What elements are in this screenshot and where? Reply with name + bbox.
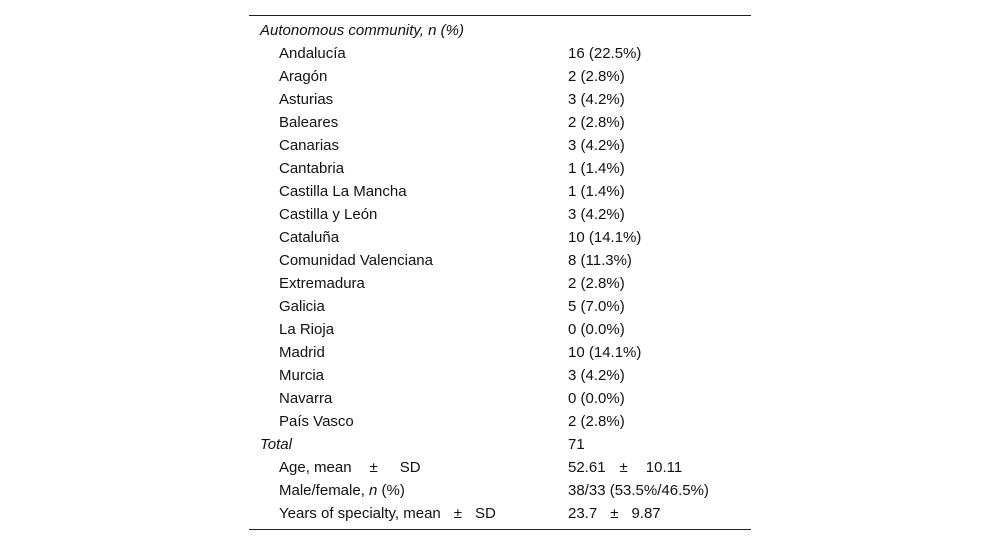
header-n: n xyxy=(428,22,437,39)
age-row xyxy=(249,456,751,479)
community-value: 3 (4.2%) xyxy=(568,137,625,154)
header-pct: (%) xyxy=(436,22,464,39)
header-title: Autonomous community, xyxy=(260,22,429,39)
specialty-label-text: Years of specialty, mean xyxy=(279,505,441,522)
plus-minus-symbol: ± xyxy=(369,459,378,476)
community-value: 5 (7.0%) xyxy=(568,298,625,315)
plus-minus-symbol: ± xyxy=(453,505,462,522)
community-name: Canarias xyxy=(279,137,340,154)
community-name: País Vasco xyxy=(279,413,354,430)
age-sd: 10.11 xyxy=(645,459,683,476)
age-mean: 52.61 xyxy=(568,459,606,476)
sex-row xyxy=(249,479,751,502)
plus-minus-symbol: ± xyxy=(610,505,619,522)
community-name: Aragón xyxy=(279,68,328,85)
community-value: 3 (4.2%) xyxy=(568,367,625,384)
community-value: 1 (1.4%) xyxy=(568,160,625,177)
community-value: 3 (4.2%) xyxy=(568,91,625,108)
total-label: Total xyxy=(260,436,292,453)
specialty-sd: 9.87 xyxy=(631,505,661,522)
community-name: Cantabria xyxy=(279,160,345,177)
community-value: 8 (11.3%) xyxy=(568,252,632,269)
sex-label-n: n xyxy=(369,482,378,499)
specialty-value xyxy=(568,502,661,525)
community-value: 2 (2.8%) xyxy=(568,275,625,292)
community-value: 2 (2.8%) xyxy=(568,413,625,430)
community-name: Murcia xyxy=(279,367,325,384)
community-row xyxy=(249,42,751,65)
total-value: 71 xyxy=(568,436,585,453)
specialty-mean: 23.7 xyxy=(568,505,598,522)
community-name: Navarra xyxy=(279,390,333,407)
community-row xyxy=(249,134,751,157)
community-row xyxy=(249,295,751,318)
community-name: Baleares xyxy=(279,114,339,131)
specialty-label xyxy=(279,502,496,525)
community-row xyxy=(249,318,751,341)
age-label-text: Age, mean xyxy=(279,459,352,476)
community-value: 0 (0.0%) xyxy=(568,321,625,338)
community-value: 0 (0.0%) xyxy=(568,390,625,407)
community-name: La Rioja xyxy=(279,321,335,338)
sd-label: SD xyxy=(475,505,496,522)
community-name: Castilla La Mancha xyxy=(279,183,407,200)
community-row xyxy=(249,272,751,295)
sex-label-post: (%) xyxy=(377,482,405,499)
community-value: 2 (2.8%) xyxy=(568,114,625,131)
plus-minus-symbol: ± xyxy=(619,459,628,476)
header-label xyxy=(260,19,464,42)
community-row xyxy=(249,364,751,387)
sd-label: SD xyxy=(399,459,421,476)
community-name: Extremadura xyxy=(279,275,365,292)
community-value: 10 (14.1%) xyxy=(568,344,642,361)
community-row xyxy=(249,341,751,364)
community-name: Galicia xyxy=(279,298,325,315)
community-row xyxy=(249,410,751,433)
community-value: 3 (4.2%) xyxy=(568,206,625,223)
community-row xyxy=(249,226,751,249)
sex-label xyxy=(279,479,405,502)
community-name: Cataluña xyxy=(279,229,340,246)
community-value: 10 (14.1%) xyxy=(568,229,642,246)
community-row xyxy=(249,65,751,88)
community-name: Madrid xyxy=(279,344,325,361)
community-row xyxy=(249,387,751,410)
community-value: 2 (2.8%) xyxy=(568,68,625,85)
community-row xyxy=(249,180,751,203)
total-row xyxy=(249,433,751,456)
sex-label-pre: Male/female, xyxy=(279,482,370,499)
age-label xyxy=(279,456,421,479)
community-row xyxy=(249,157,751,180)
community-name: Andalucía xyxy=(279,45,346,62)
community-row xyxy=(249,203,751,226)
community-row xyxy=(249,111,751,134)
autonomous-community-header xyxy=(249,19,751,42)
community-row xyxy=(249,249,751,272)
sex-value: 38/33 (53.5%/46.5%) xyxy=(568,482,709,499)
age-value xyxy=(568,456,682,479)
demographics-table xyxy=(249,15,751,530)
community-name: Comunidad Valenciana xyxy=(279,252,433,269)
community-name: Castilla y León xyxy=(279,206,378,223)
community-value: 1 (1.4%) xyxy=(568,183,625,200)
community-value: 16 (22.5%) xyxy=(568,45,642,62)
specialty-row xyxy=(249,502,751,525)
community-name: Asturias xyxy=(279,91,334,108)
community-row xyxy=(249,88,751,111)
